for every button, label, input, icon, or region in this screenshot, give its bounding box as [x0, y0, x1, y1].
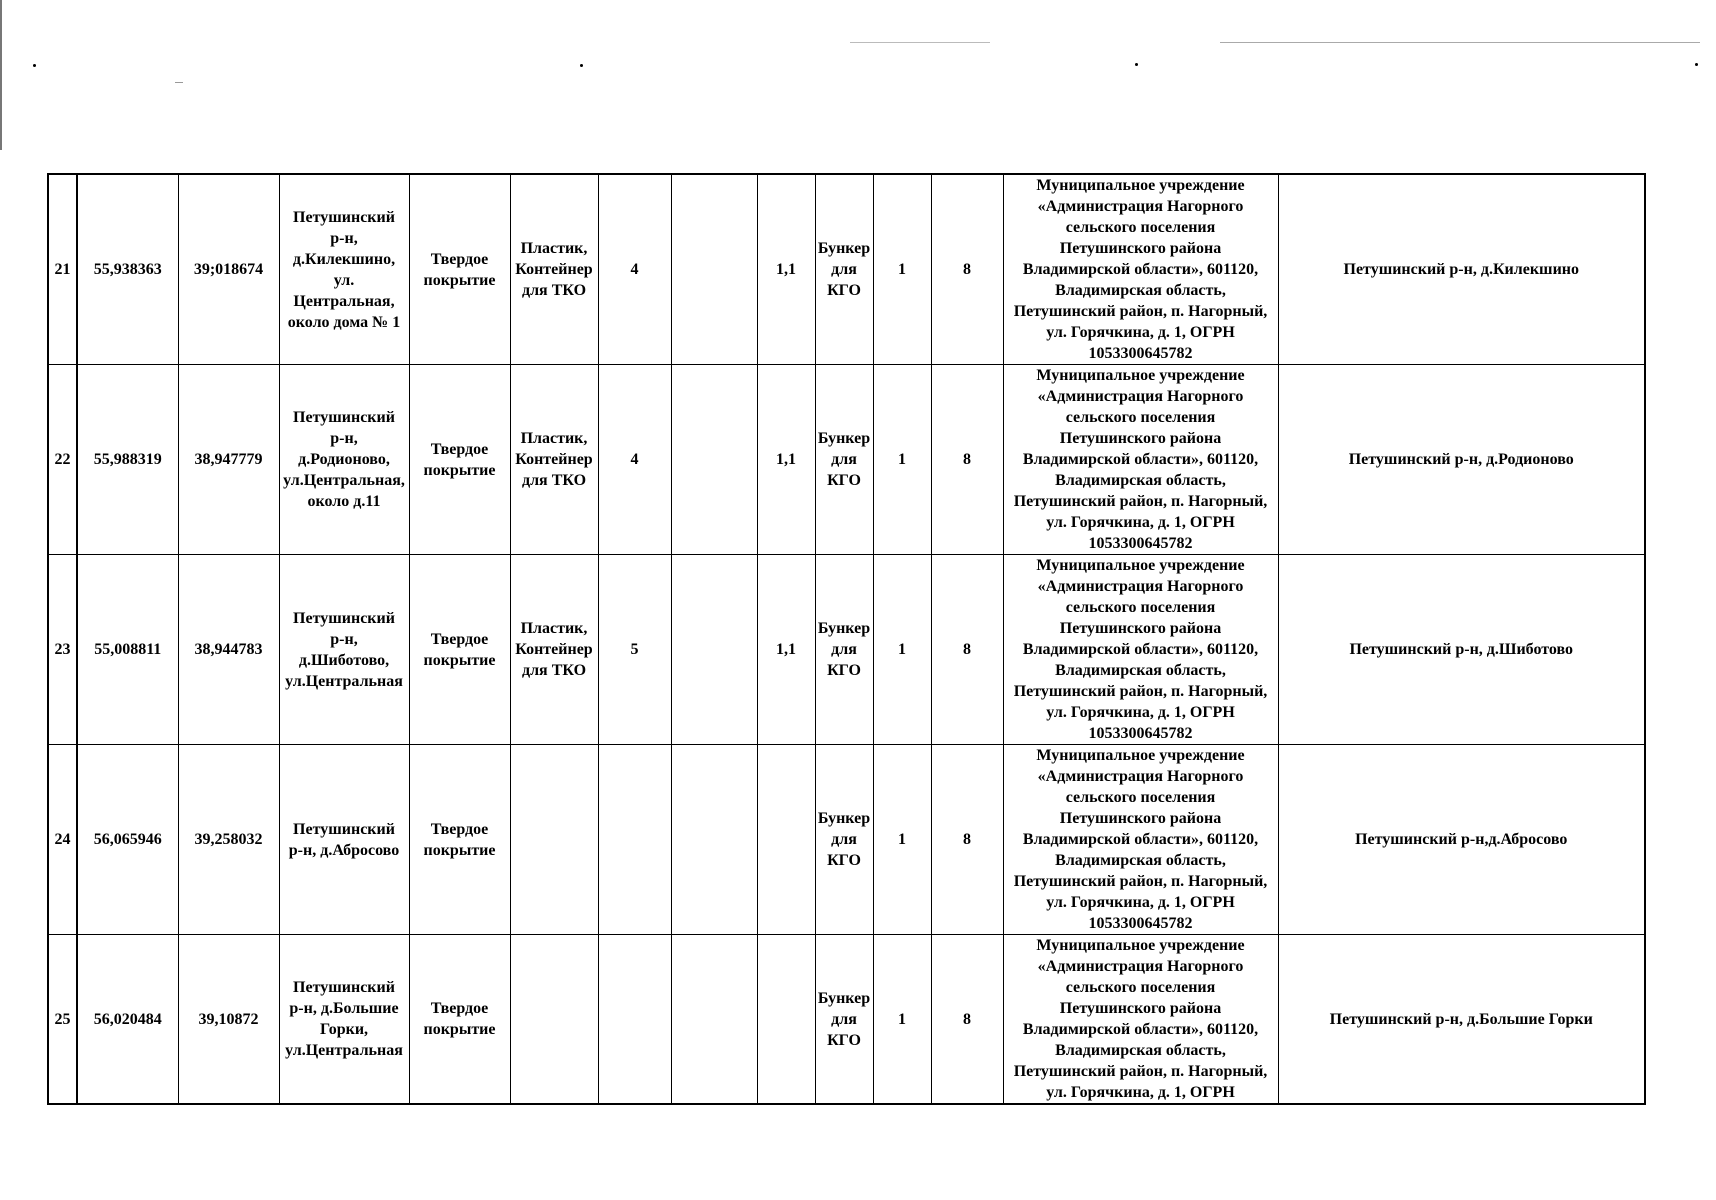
- address-line: Петушинский: [293, 409, 395, 426]
- bunker-count-cell: [873, 935, 931, 1105]
- latitude-text: 55,988319: [93, 451, 162, 468]
- container-count-text: 5: [630, 641, 639, 658]
- row-number-text: 21: [54, 261, 71, 278]
- bunker-volume-text: 8: [963, 831, 971, 848]
- waste-site-registry-table: [47, 173, 1646, 1105]
- latitude-cell: [77, 745, 178, 935]
- owner-line: «Администрация Нагорного: [1037, 768, 1244, 785]
- surface-line: покрытие: [423, 841, 496, 859]
- container-type-line: Контейнер: [515, 261, 593, 278]
- latitude-cell: [77, 174, 178, 365]
- waste-source-text: Петушинский р-н, д.Шиботово: [1349, 641, 1574, 658]
- bunker-type-cell: [815, 935, 873, 1105]
- bunker-type-line: для: [831, 261, 857, 278]
- bunker-type-cell: [815, 555, 873, 745]
- address-cell: [279, 935, 409, 1105]
- bunker-type-line: для: [831, 1010, 857, 1028]
- surface-line: покрытие: [423, 651, 496, 669]
- owner-cell: [1003, 935, 1278, 1105]
- container-type-cell: [510, 174, 598, 365]
- owner-cell: [1003, 745, 1278, 935]
- address-line: около д.11: [307, 493, 381, 510]
- owner-line: сельского поселения: [1065, 219, 1216, 236]
- bunker-count-cell: [873, 174, 931, 365]
- scan-dot: [580, 64, 583, 67]
- container-type-line: Пластик,: [520, 240, 588, 257]
- container-type-line: для ТКО: [521, 472, 587, 489]
- latitude-text: 55,938363: [93, 261, 162, 278]
- container-count-text: 4: [630, 261, 639, 278]
- bunker-volume-text: 8: [963, 451, 971, 468]
- container-count-cell: [598, 174, 671, 365]
- container-volume-cell: [757, 174, 815, 365]
- scan-dot: [33, 64, 36, 67]
- bunker-volume-cell: [931, 935, 1003, 1105]
- bunker-count-cell: [873, 365, 931, 555]
- container-type-cell: [510, 555, 598, 745]
- surface-cell: [409, 555, 510, 745]
- address-line: ул.Центральная,: [283, 472, 405, 489]
- container-type-line: Контейнер: [515, 641, 593, 658]
- container-volume-cell: [757, 365, 815, 555]
- owner-line: Муниципальное учреждение: [1036, 747, 1245, 764]
- longitude-text: 39,258032: [194, 831, 263, 848]
- address-line: ул.Центральная: [285, 672, 403, 690]
- longitude-text: 38,947779: [194, 451, 263, 468]
- owner-line: сельского поселения: [1065, 599, 1216, 616]
- owner-line: Владимирской области», 601120,: [1022, 641, 1259, 658]
- bunker-type-line: для: [831, 451, 857, 468]
- owner-line: Владимирской области», 601120,: [1022, 831, 1259, 848]
- owner-line: Петушинский район, п. Нагорный,: [1013, 1063, 1268, 1080]
- latitude-text: 56,020484: [93, 1010, 162, 1028]
- owner-line: ул. Горячкина, д. 1, ОГРН: [1046, 704, 1235, 721]
- address-line: ул.: [333, 271, 355, 289]
- bunker-type-cell: [815, 745, 873, 935]
- bunker-volume-cell: [931, 745, 1003, 935]
- container-count-cell: [598, 365, 671, 555]
- owner-line: Владимирской области», 601120,: [1022, 261, 1259, 278]
- empty-cell: [671, 555, 757, 745]
- bunker-count-cell: [873, 555, 931, 745]
- row-number: [48, 745, 77, 935]
- owner-line: Владимирской области», 601120,: [1022, 451, 1259, 468]
- row-number-text: 25: [54, 1010, 71, 1028]
- row-number-text: 22: [54, 451, 71, 468]
- container-type-line: Пластик,: [520, 430, 588, 447]
- container-count-cell: [598, 745, 671, 935]
- table-row: [48, 365, 1645, 555]
- surface-line: Твердое: [430, 250, 489, 268]
- address-line: ул.Центральная: [285, 1042, 403, 1059]
- waste-source-cell: [1278, 365, 1645, 555]
- owner-line: Петушинский район, п. Нагорный,: [1013, 683, 1268, 700]
- container-type-cell: [510, 365, 598, 555]
- surface-cell: [409, 935, 510, 1105]
- surface-line: покрытие: [423, 271, 496, 289]
- waste-source-cell: [1278, 745, 1645, 935]
- owner-line: Владимирской области», 601120,: [1022, 1021, 1259, 1038]
- empty-cell: [671, 365, 757, 555]
- container-type-line: для ТКО: [521, 282, 587, 299]
- waste-source-cell: [1278, 174, 1645, 365]
- surface-line: Твердое: [430, 440, 489, 458]
- row-number: [48, 935, 77, 1105]
- scan-line: [850, 42, 990, 43]
- owner-line: 1053300645782: [1088, 725, 1193, 742]
- container-volume-text: 1,1: [776, 641, 796, 658]
- surface-line: покрытие: [423, 1021, 496, 1038]
- waste-source-text: Петушинский р-н, д.Родионово: [1348, 451, 1574, 468]
- row-number: [48, 365, 77, 555]
- owner-line: Владимирская область,: [1055, 472, 1226, 489]
- owner-line: Муниципальное учреждение: [1036, 937, 1245, 954]
- bunker-type-line: Бункер: [817, 620, 871, 637]
- address-line: р-н,: [330, 630, 358, 648]
- address-cell: [279, 745, 409, 935]
- owner-line: Петушинский район, п. Нагорный,: [1013, 493, 1268, 510]
- row-number: [48, 174, 77, 365]
- scan-dot: [1695, 63, 1698, 66]
- owner-line: «Администрация Нагорного: [1037, 198, 1244, 215]
- address-line: р-н, д.Абросово: [288, 841, 400, 859]
- scan-line: [1220, 42, 1700, 43]
- owner-cell: [1003, 365, 1278, 555]
- bunker-type-line: для: [831, 641, 857, 658]
- bunker-type-line: КГО: [827, 282, 861, 299]
- empty-cell: [671, 174, 757, 365]
- owner-line: ул. Горячкина, д. 1, ОГРН: [1046, 1084, 1235, 1101]
- address-cell: [279, 555, 409, 745]
- longitude-cell: [178, 174, 279, 365]
- surface-cell: [409, 174, 510, 365]
- longitude-text: 39;018674: [193, 261, 264, 278]
- container-count-cell: [598, 555, 671, 745]
- bunker-type-cell: [815, 365, 873, 555]
- owner-line: 1053300645782: [1088, 915, 1193, 932]
- bunker-count-text: 1: [898, 641, 906, 658]
- address-cell: [279, 174, 409, 365]
- longitude-text: 39,10872: [198, 1010, 259, 1028]
- container-count-text: 4: [630, 451, 639, 468]
- latitude-cell: [77, 935, 178, 1105]
- container-type-line: для ТКО: [521, 662, 587, 679]
- bunker-volume-text: 8: [963, 261, 971, 278]
- bunker-count-cell: [873, 745, 931, 935]
- waste-source-text: Петушинский р-н,д.Абросово: [1355, 831, 1568, 848]
- longitude-cell: [178, 745, 279, 935]
- longitude-cell: [178, 555, 279, 745]
- latitude-text: 56,065946: [93, 831, 162, 848]
- owner-line: Муниципальное учреждение: [1036, 177, 1245, 194]
- container-volume-cell: [757, 935, 815, 1105]
- owner-line: Петушинский район, п. Нагорный,: [1013, 873, 1268, 890]
- surface-line: покрытие: [423, 461, 496, 479]
- table-row: [48, 935, 1645, 1105]
- empty-cell: [671, 935, 757, 1105]
- address-line: Петушинский: [293, 609, 395, 627]
- row-number: [48, 555, 77, 745]
- address-line: Горки,: [319, 1021, 369, 1038]
- owner-line: 1053300645782: [1088, 345, 1193, 362]
- container-count-cell: [598, 935, 671, 1105]
- surface-cell: [409, 745, 510, 935]
- latitude-cell: [77, 365, 178, 555]
- waste-source-text: Петушинский р-н, д.Килекшино: [1343, 261, 1579, 278]
- bunker-count-text: 1: [898, 451, 906, 468]
- owner-line: Петушинского района: [1059, 240, 1222, 257]
- bunker-type-line: КГО: [827, 472, 861, 489]
- bunker-type-line: КГО: [827, 852, 861, 869]
- address-line: д.Родионово,: [298, 451, 390, 468]
- container-volume-cell: [757, 555, 815, 745]
- bunker-type-line: Бункер: [817, 240, 871, 257]
- owner-line: Петушинского района: [1059, 620, 1222, 637]
- surface-cell: [409, 365, 510, 555]
- bunker-volume-cell: [931, 555, 1003, 745]
- waste-source-cell: [1278, 555, 1645, 745]
- owner-line: 1053300645782: [1088, 535, 1193, 552]
- row-number-text: 23: [54, 641, 71, 658]
- owner-line: «Администрация Нагорного: [1037, 578, 1244, 595]
- bunker-type-line: КГО: [827, 1031, 861, 1049]
- table-row: [48, 555, 1645, 745]
- owner-line: «Администрация Нагорного: [1037, 388, 1244, 405]
- empty-cell: [671, 745, 757, 935]
- scan-dot: [1135, 63, 1138, 66]
- latitude-cell: [77, 555, 178, 745]
- owner-line: «Администрация Нагорного: [1037, 958, 1244, 975]
- bunker-type-cell: [815, 174, 873, 365]
- scan-left-edge: [0, 0, 2, 150]
- owner-line: Владимирская область,: [1055, 662, 1226, 679]
- bunker-type-line: Бункер: [817, 989, 871, 1007]
- owner-line: Владимирская область,: [1055, 852, 1226, 869]
- scan-line: [175, 82, 183, 83]
- bunker-type-line: КГО: [827, 662, 861, 679]
- bunker-volume-text: 8: [963, 1010, 971, 1028]
- table-row: [48, 174, 1645, 365]
- container-type-line: Пластик,: [520, 620, 588, 637]
- address-line: д.Килекшино,: [292, 250, 396, 268]
- owner-cell: [1003, 555, 1278, 745]
- owner-line: Владимирская область,: [1055, 282, 1226, 299]
- owner-line: Владимирская область,: [1055, 1042, 1226, 1059]
- bunker-volume-cell: [931, 174, 1003, 365]
- bunker-count-text: 1: [898, 1010, 906, 1028]
- container-type-cell: [510, 935, 598, 1105]
- owner-line: сельского поселения: [1065, 979, 1216, 996]
- container-volume-text: 1,1: [776, 261, 796, 278]
- address-line: д.Шиботово,: [298, 651, 390, 669]
- address-line: р-н,: [330, 229, 358, 247]
- address-line: Центральная,: [293, 292, 395, 310]
- owner-line: Петушинского района: [1059, 810, 1222, 827]
- waste-source-text: Петушинский р-н, д.Большие Горки: [1329, 1010, 1593, 1028]
- surface-line: Твердое: [430, 630, 489, 648]
- owner-cell: [1003, 174, 1278, 365]
- bunker-type-line: Бункер: [817, 430, 871, 447]
- longitude-cell: [178, 935, 279, 1105]
- bunker-count-text: 1: [898, 831, 906, 848]
- row-number-text: 24: [54, 831, 71, 848]
- bunker-volume-text: 8: [963, 641, 971, 658]
- address-line: Петушинский: [293, 208, 395, 226]
- owner-line: Петушинского района: [1059, 430, 1222, 447]
- longitude-text: 38,944783: [194, 641, 263, 658]
- address-line: Петушинский: [293, 820, 395, 838]
- table-row: [48, 745, 1645, 935]
- container-volume-cell: [757, 745, 815, 935]
- container-volume-text: 1,1: [776, 451, 796, 468]
- waste-source-cell: [1278, 935, 1645, 1105]
- bunker-volume-cell: [931, 365, 1003, 555]
- container-type-cell: [510, 745, 598, 935]
- owner-line: ул. Горячкина, д. 1, ОГРН: [1046, 324, 1235, 341]
- owner-line: Петушинский район, п. Нагорный,: [1013, 303, 1268, 320]
- owner-line: ул. Горячкина, д. 1, ОГРН: [1046, 894, 1235, 911]
- container-type-line: Контейнер: [515, 451, 593, 468]
- owner-line: Муниципальное учреждение: [1036, 367, 1245, 384]
- address-line: р-н, д.Большие: [289, 1000, 399, 1017]
- owner-line: Петушинского района: [1059, 1000, 1222, 1017]
- longitude-cell: [178, 365, 279, 555]
- owner-line: сельского поселения: [1065, 789, 1216, 806]
- address-line: около дома № 1: [287, 313, 401, 331]
- owner-line: сельского поселения: [1065, 409, 1216, 426]
- latitude-text: 55,008811: [94, 641, 162, 658]
- bunker-type-line: для: [831, 831, 857, 848]
- surface-line: Твердое: [430, 1000, 489, 1017]
- address-cell: [279, 365, 409, 555]
- owner-line: ул. Горячкина, д. 1, ОГРН: [1046, 514, 1235, 531]
- owner-line: Муниципальное учреждение: [1036, 557, 1245, 574]
- surface-line: Твердое: [430, 820, 489, 838]
- bunker-count-text: 1: [898, 261, 906, 278]
- address-line: р-н,: [330, 430, 358, 447]
- bunker-type-line: Бункер: [817, 810, 871, 827]
- address-line: Петушинский: [293, 979, 395, 996]
